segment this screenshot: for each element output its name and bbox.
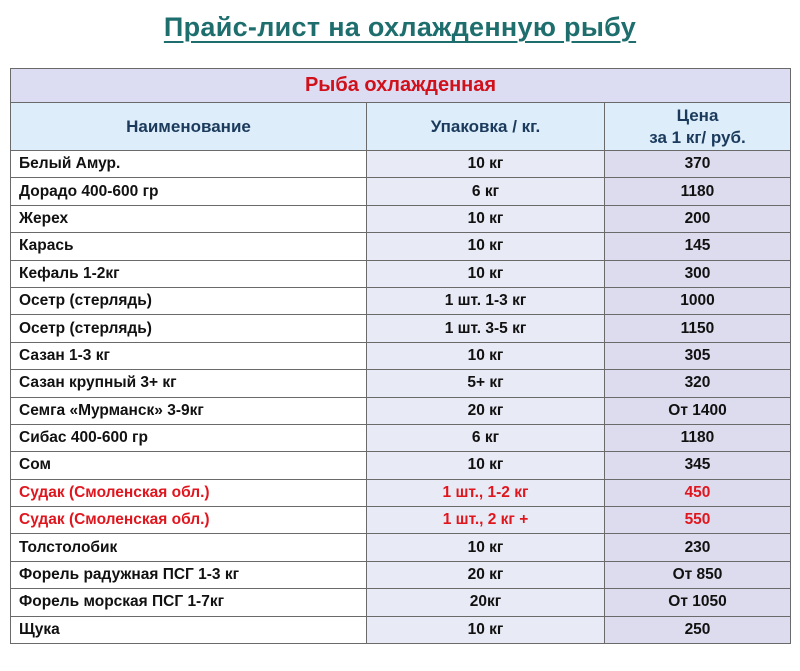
- cell-price: 230: [605, 534, 791, 561]
- table-row: [11, 342, 791, 369]
- cell-pack: 10 кг: [367, 342, 605, 369]
- column-header-pack: Упаковка / кг.: [367, 103, 605, 151]
- cell-pack: 1 шт., 1-2 кг: [367, 479, 605, 506]
- column-header-name: Наименование: [11, 103, 367, 151]
- table-row: [11, 616, 791, 643]
- cell-name: Осетр (стерлядь): [11, 287, 367, 314]
- cell-pack: 1 шт., 2 кг +: [367, 507, 605, 534]
- cell-price: 320: [605, 370, 791, 397]
- cell-name: Кефаль 1-2кг: [11, 260, 367, 287]
- table-row: [11, 452, 791, 479]
- page-title: Прайс-лист на охлажденную рыбу: [163, 12, 637, 42]
- table-body: [11, 151, 791, 644]
- table-row: [11, 205, 791, 232]
- cell-price: 1180: [605, 178, 791, 205]
- cell-name: Форель морская ПСГ 1-7кг: [11, 589, 367, 616]
- table-row: [11, 370, 791, 397]
- price-table: [10, 68, 791, 644]
- cell-name: Дорадо 400-600 гр: [11, 178, 367, 205]
- cell-price: От 850: [605, 561, 791, 588]
- cell-name: Жерех: [11, 205, 367, 232]
- cell-price: 200: [605, 205, 791, 232]
- column-header-price: [605, 103, 791, 151]
- cell-pack: 5+ кг: [367, 370, 605, 397]
- cell-name: Семга «Мурманск» 3-9кг: [11, 397, 367, 424]
- cell-pack: 20 кг: [367, 397, 605, 424]
- cell-name: Осетр (стерлядь): [11, 315, 367, 342]
- table-row: [11, 287, 791, 314]
- table-row: [11, 561, 791, 588]
- cell-price: 1180: [605, 424, 791, 451]
- column-header-price-line1: Цена: [676, 105, 719, 125]
- cell-name: Толстолобик: [11, 534, 367, 561]
- cell-name: Сом: [11, 452, 367, 479]
- cell-pack: 10 кг: [367, 534, 605, 561]
- cell-name: Щука: [11, 616, 367, 643]
- cell-price: 1150: [605, 315, 791, 342]
- table-row: [11, 315, 791, 342]
- cell-pack: 6 кг: [367, 424, 605, 451]
- cell-pack: 10 кг: [367, 616, 605, 643]
- cell-pack: 1 шт. 1-3 кг: [367, 287, 605, 314]
- cell-name: Форель радужная ПСГ 1-3 кг: [11, 561, 367, 588]
- cell-price: От 1050: [605, 589, 791, 616]
- table-row: [11, 233, 791, 260]
- cell-price: 1000: [605, 287, 791, 314]
- cell-name: Судак (Смоленская обл.): [11, 479, 367, 506]
- table-row: [11, 507, 791, 534]
- table-row: [11, 151, 791, 178]
- cell-price: 345: [605, 452, 791, 479]
- cell-pack: 10 кг: [367, 151, 605, 178]
- cell-pack: 10 кг: [367, 260, 605, 287]
- table-row: [11, 534, 791, 561]
- section-title: Рыба охлажденная: [11, 69, 791, 103]
- cell-pack: 20кг: [367, 589, 605, 616]
- cell-pack: 10 кг: [367, 233, 605, 260]
- cell-price: 145: [605, 233, 791, 260]
- cell-name: Сазан крупный 3+ кг: [11, 370, 367, 397]
- table-row: [11, 260, 791, 287]
- cell-price: 550: [605, 507, 791, 534]
- table-row: [11, 397, 791, 424]
- cell-pack: 10 кг: [367, 452, 605, 479]
- cell-price: От 1400: [605, 397, 791, 424]
- column-header-price-line2: за 1 кг/ руб.: [649, 127, 746, 147]
- cell-pack: 6 кг: [367, 178, 605, 205]
- header-row: [11, 103, 791, 151]
- table-row: [11, 589, 791, 616]
- cell-name: Белый Амур.: [11, 151, 367, 178]
- cell-price: 450: [605, 479, 791, 506]
- section-row: [11, 69, 791, 103]
- cell-price: 370: [605, 151, 791, 178]
- table-row: [11, 424, 791, 451]
- cell-name: Сибас 400-600 гр: [11, 424, 367, 451]
- cell-name: Карась: [11, 233, 367, 260]
- cell-pack: 20 кг: [367, 561, 605, 588]
- cell-price: 250: [605, 616, 791, 643]
- cell-price: 305: [605, 342, 791, 369]
- cell-pack: 1 шт. 3-5 кг: [367, 315, 605, 342]
- cell-name: Сазан 1-3 кг: [11, 342, 367, 369]
- cell-price: 300: [605, 260, 791, 287]
- cell-name: Судак (Смоленская обл.): [11, 507, 367, 534]
- table-row: [11, 479, 791, 506]
- table-row: [11, 178, 791, 205]
- cell-pack: 10 кг: [367, 205, 605, 232]
